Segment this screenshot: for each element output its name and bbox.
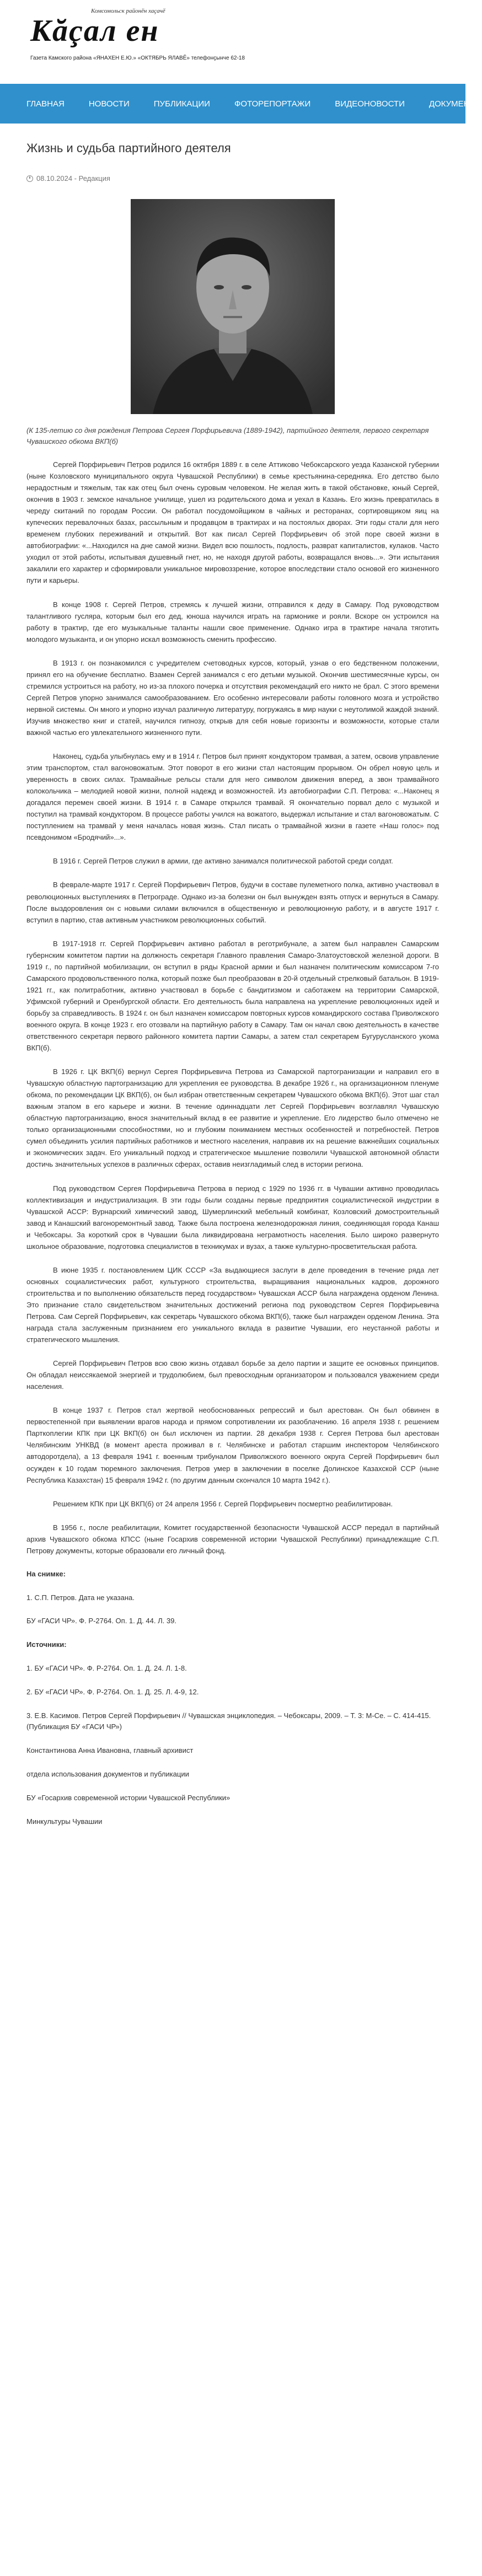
nav-item-documents[interactable]: ДОКУМЕНТЫ <box>429 99 482 109</box>
article-paragraph: В июне 1935 г. постановлением ЦИК СССР «За выдающиеся заслуги в деле проведения в течение ряда лет основных социалистических работ, культурного строительства, выращивания национальных кадров, дорожного строительства и по выполнению обязательств перед государством» Чувашская АССР была награждена орденом Ленина. Это признание стало свидетельством значительных достижений региона под руководством Сергея Порфирьевича Петрова. Сам Сергей Порфирьевич, как секретарь Чувашского обкома ВКП(б), также был награжден орденом Ленина. Эта награда стала заслуженным признанием его уникального вклада в развитие Чувашии, его неустанной работы и стратегического мышления. <box>26 1265 439 1344</box>
article-paragraph: В конце 1937 г. Петров стал жертвой необоснованных репрессий и был арестован. Он был обвинен в первостепенной при выявлении врагов народа и прямом сопротивлении их разоблачению. 16 апреля 1938 г. решением Парткоплегии КПК при ЦК ВКП(б) он был исключен из партии. 28 декабря 1938 г. Сергея Петрова был арестован Челябинским УНКВД (в момент ареста проживал в г. Челябинске и работал старшим инспектором Челябинского автодоротдела), а 13 февраля 1941 г. военным трибуналом Приволжского военного округа Сергей Порфирьевич был осужден к 10 годам тюремного заключения. Петров умер в заключении в поселке Долинское Казахской ССР (ныне Республика Казахстан) 15 февраля 1942 г. (по другим данным скончался 10 марта 1942 г.). <box>26 1406 439 1484</box>
sources-heading: Источники: <box>26 1640 67 1649</box>
on-photo-item: 1. С.П. Петров. Дата не указана. <box>26 1593 135 1602</box>
article-title: Жизнь и судьба партийного деятеля <box>26 141 231 155</box>
article-paragraph: В 1917-1918 гг. Сергей Порфирьевич активно работал в реготрибунале, а затем был направлен Самарским губернским комитетом партии на должность секретаря Главного правления Самаро-Златоустовской железной дороги. В 1919 г., по партийной мобилизации, он вступил в ряды Красной армии и был назначен политическим комиссаром 7-го Самарского продовольственного полка, который позже был преобразован в 20-й отдельный стрелковый батальон. В 1919-1921 гг., как политработник, активно участвовал в борьбе с бандитизмом и саботажем на территории Самарской, Уфимской губерний и Оренбургской области. Его деятельность была направлена на укрепление революционных идей и борьбу за справедливость. В 1924 г. он был назначен комиссаром повторных курсов командирского состава Приволжского военного округа. В конце 1923 г. его отозвали на партийную работу в Самару. Там он начал свою деятельность в качестве ответственного секретаря первого районного комитета партии Самары, а затем стал секретарем Бугурусланского укома ВКП(б). <box>26 939 439 1053</box>
nav-item-publications[interactable]: ПУБЛИКАЦИИ <box>153 99 210 109</box>
on-photo-heading: На снимке: <box>26 1569 66 1578</box>
article-paragraph: В 1913 г. он познакомился с учредителем счетоводных курсов, который, узнав о его бедственном положении, принял его на обучение бесплатно. Взамен Сергей занимался с его детьми музыкой. Окончив шестимесячные курсы, он стремился устроиться на работу, но из-за плохого почерка и отсутствия рекомендаций его никто не брал. С этого времени Сергей Петров упорно занимался самообразованием. Его особенно интересовали работы головного мозга и устройство нервной системы. Он много и упорно изучал различную литературу, погружаясь в мир науки с неутолимой жаждой знаний. Изучив множество книг и статей, научился гипнозу, открыв для себя новые горизонты и возможности, которые стали важной частью его увлекательного жизненного пути. <box>26 658 439 737</box>
source-item: 3. Е.В. Касимов. Петров Сергей Порфирьевич // Чувашская энциклопедия. – Чебоксары, 2009. – Т. 3: М-Се. – С. 414-415. (Публикация БУ «ГАСИ ЧР») <box>26 1711 431 1731</box>
site-logo[interactable] <box>30 8 245 74</box>
portrait-image <box>131 199 335 414</box>
article-paragraph: Сергей Порфирьевич Петров всю свою жизнь отдавал борьбе за дело партии и защите ее основных принципов. Он обладал неиссякаемой энергией и трудолюбием, был превосходным организатором и пользовался уважением среди населения. <box>26 1359 439 1391</box>
on-photo-item: БУ «ГАСИ ЧР». Ф. Р-2764. Оп. 1. Д. 44. Л. 39. <box>26 1617 176 1625</box>
source-item: 1. БУ «ГАСИ ЧР». Ф. Р-2764. Оп. 1. Д. 24. Л. 1-8. <box>26 1663 187 1672</box>
article-paragraph: В 1956 г., после реабилитации, Комитет государственной безопасности Чувашской АССР передал в партийный архив Чувашского обкома КПСС (ныне Госархив современной истории Чувашской Республики) принадлежащие С.П. Петрову документы, которые образовали его личный фонд. <box>26 1523 439 1555</box>
author-line: БУ «Госархив современной истории Чувашской Республики» <box>26 1793 231 1802</box>
author-line: отдела использования документов и публикации <box>26 1769 189 1778</box>
logo-subtitle: Газета Камского района «ЯНАХЕН Е.Ю.» «ОКТЯБРЬ ЯЛАВӖ» телефонҫынче 62-18 <box>30 55 245 61</box>
article-paragraph: В 1916 г. Сергей Петров служил в армии, где активно занимался политической работой среди солдат. <box>53 857 393 866</box>
article-paragraph: В феврале-марте 1917 г. Сергей Порфирьевич Петров, будучи в составе пулеметного полка, активно участвовал в революционных выступлениях в Петрограде. Однако из-за болезни он был вынужден взять отпуск и вернуться в Самару. После выздоровления он с новыми силами включился в общественную и революционную работу, и в августе 1917 г. вступил в партию, став активным участником революционных событий. <box>26 881 439 924</box>
main-nav <box>0 84 482 124</box>
author-block <box>26 1745 439 1827</box>
photo-caption: (К 135-летию со дня рождения Петрова Сергея Порфирьевича (1889-1942), партийного деятеля, первого секретаря Чувашского обкома ВКП(б) <box>26 426 429 446</box>
author-line: Минкультуры Чувашии <box>26 1817 103 1826</box>
article-paragraph: Решением КПК при ЦК ВКП(б) от 24 апреля 1956 г. Сергей Порфирьевич посмертно реабилитирован. <box>53 1499 393 1508</box>
nav-item-home[interactable]: ГЛАВНАЯ <box>26 99 65 109</box>
article-paragraph: Наконец, судьба улыбнулась ему и в 1914 г. Петров был принят кондуктором трамвая, а затем, освоив управление этим транспортом, стал вагоновожатым. Этот поворот в его жизни стал настоящим прорывом. Он обрел новую цель и уверенность в своих силах. Трамвайные рельсы стали для него символом движения вперед, а звон трамвайного колокольчика – мелодией новой жизни, полной надежд и возможностей. Из автобиографии С.П. Петрова: «...Наконец я догадался перемен своей жизни. В 1914 г. в Самаре открылся трамвай. Я окончательно порвал дело с музыкой и поступил на трамвай кондуктором. В процессе работы учился на вожатого, выдержал испытание и стал вагоновожатым. С поступлением на трамвай у меня началась новая жизнь. Стал писать о трамвайной жизни в газете «Наш голос» под псевдонимом «Бродячий»...». <box>26 752 439 842</box>
article-paragraph: В 1926 г. ЦК ВКП(б) вернул Сергея Порфирьевича Петрова из Самарской партогранизации и направил его в Чувашскую областную партогранизацию для укрепления ее руководства. В декабре 1926 г., на организационном пленуме обкома, по рекомендации ЦК ВКП(б), он был избран ответственным секретарем Чувашского обкома ВКП(б). Этот шаг стал важным этапом в его карьере и жизни. В течение одиннадцати лет Сергей Порфирьевич возглавлял Чувашскую областную партогранизацию, внося значительный вклад в ее развитие и укрепление. Его лидерство было отмечено не только организационными способностями, но и глубоким пониманием местных особенностей и потребностей. Петров сумел объединить усилия партийных работников и местного населения, направив их на решение важнейших социальных и экономических задач. Его уникальный подход и стратегическое мышление позволили Чувашской автономной области достичь значительных успехов в различных сферах, оставив неизгладимый след в истории региона. <box>26 1067 439 1169</box>
article-body <box>26 459 439 1557</box>
article <box>0 124 465 1827</box>
article-paragraph: Под руководством Сергея Порфирьевича Петрова в период с 1929 по 1936 гг. в Чувашии активно проводилась коллективизация и индустриализация. В эти годы были созданы первые предприятия социалистической индустрии в Чувашской АССР: Вурнарский химический завод, Шумерлинский мебельный комбинат, Козловский домостроительный завод и Канашский вагоноремонтный завод. Также была построена железнодорожная линия, соединяющая города Канаш и Чебоксары. За короткий срок в Чувашии была ликвидирована неграмотность населения. Было широко развернуто школьное образование, подготовка специалистов в техникумах и вузах, а также культурно-просветительская работа. <box>26 1184 439 1251</box>
author-line: Константинова Анна Ивановна, главный архивист <box>26 1746 194 1755</box>
logo-text: Кăçал ен <box>30 14 159 48</box>
sources <box>26 1639 439 1733</box>
site-header <box>0 0 465 84</box>
logo-tagline: Комсомольск районӗн хаçачӗ <box>91 8 165 14</box>
nav-item-news[interactable]: НОВОСТИ <box>88 99 130 109</box>
nav-item-video-news[interactable]: ВИДЕОНОВОСТИ <box>335 99 405 109</box>
article-date: 08.10.2024 - Редакция <box>36 174 110 183</box>
portrait-photo[interactable] <box>131 199 335 414</box>
source-item: 2. БУ «ГАСИ ЧР». Ф. Р-2764. Оп. 1. Д. 25. Л. 4-9, 12. <box>26 1687 199 1696</box>
photo-notes <box>26 1569 439 1627</box>
nav-item-photo-reports[interactable]: ФОТОРЕПОРТАЖИ <box>234 99 311 109</box>
article-paragraph: В конце 1908 г. Сергей Петров, стремясь к лучшей жизни, отправился к деду в Самару. Под руководством талантливого гусляра, которым был его дед, юноша научился играть на гармонике и рояли. Вскоре он устроился на работу в трактир, где его музыкальные таланты нашли свое применение. Однако игра в трактире начала тяготить молодого музыканта, и он упорно искал возможность сменить профессию. <box>26 600 439 643</box>
article-paragraph: Сергей Порфирьевич Петров родился 16 октября 1889 г. в селе Аттиково Чебоксарского уезда Казанской губернии (ныне Козловского муниципального округа Чувашской Республики) в семье крестьянина-середняка. Его детство было нерадостным и тяжелым, так как отец был очень суровым человеком. Не желая жить в такой обстановке, юный Сергей, окончив в 1903 г. земское начальное училище, ушел из родительского дома и уехал в Казань. Его жизнь превратилась в череду скитаний по городам России. Он работал посудомойщиком в чайных и ресторанах, сортировщиком яиц на купеческих перевалочных базах, рассыльным и продавцом в трактирах и на постоялых дворах. Эти годы стали для него временем глубоких переживаний и открытий. Вот как писал Сергей Порфирьевич об этой поре своей жизни в автобиографии: «...Находился на дне самой жизни. Видел всю пошлость, подлость, разврат капиталистов, кулаков. Часто уходил от этой работы, испытывая душевный гнет, но, не находя другой работы, возвращался вновь...». Эти испытания закалили его характер и сформировали уникальное мировоззрение, которое впоследствии стало основой его жизненного пути и карьеры. <box>26 460 439 585</box>
clock-icon <box>26 175 33 182</box>
article-meta <box>26 174 439 183</box>
